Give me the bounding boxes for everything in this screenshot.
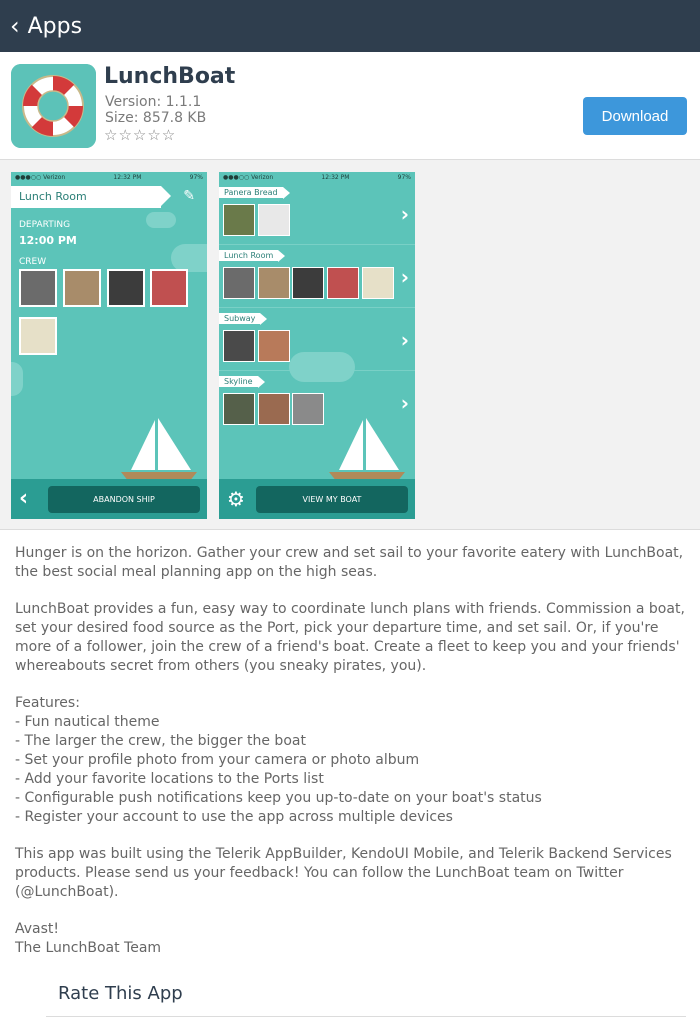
port-name: Panera Bread [219, 187, 283, 198]
chevron-right-icon: › [400, 328, 409, 352]
bottom-bar [219, 479, 415, 519]
chevron-right-icon: › [400, 391, 409, 415]
feature-item: - Set your profile photo from your camera or photo album [15, 752, 420, 768]
download-button[interactable]: Download [583, 97, 687, 135]
status-bar [11, 172, 207, 184]
status-carrier: ●●●○○ Verizon [15, 174, 66, 181]
crew-avatar [19, 269, 57, 307]
sailboat-icon [327, 414, 407, 484]
screenshot-gallery [0, 160, 700, 530]
crew-avatar [292, 267, 324, 299]
crew-avatar [150, 269, 188, 307]
crew-avatar [258, 267, 290, 299]
divider [46, 1016, 686, 1017]
port-row[interactable] [219, 245, 415, 308]
cloud-decoration [146, 212, 176, 228]
crew-avatar [223, 204, 255, 236]
crew-avatar [292, 393, 324, 425]
pencil-icon: ✎ [183, 188, 195, 204]
app-description [15, 544, 687, 958]
app-version: Version: 1.1.1 [105, 94, 202, 110]
port-name: Subway [219, 313, 260, 324]
chevron-left-icon: ‹ [10, 12, 20, 40]
feature-item: - Add your favorite locations to the Ports list [15, 771, 324, 787]
description-paragraph: This app was built using the Telerik AppBuilder, KendoUI Mobile, and Telerik Backend Services products. Please send us your feedback! You can follow the LunchBoat team on Twitter (@LunchBoat). [15, 846, 672, 900]
bottom-bar [11, 479, 207, 519]
signoff [15, 920, 687, 958]
feature-item: - Register your account to use the app across multiple devices [15, 809, 453, 825]
status-battery: 97% [397, 174, 411, 181]
rate-this-app-heading: Rate This App [58, 983, 183, 1004]
back-button[interactable] [10, 14, 82, 39]
description-paragraph: Hunger is on the horizon. Gather your crew and set sail to your favorite eatery with LunchBoat, the best social meal planning app on the high seas. [15, 545, 684, 580]
status-battery: 97% [189, 174, 203, 181]
view-my-boat-button[interactable]: VIEW MY BOAT [256, 486, 408, 513]
crew-avatar [223, 330, 255, 362]
screenshot-1[interactable] [11, 172, 207, 519]
departing-time: 12:00 PM [19, 234, 77, 247]
crew-avatar [327, 267, 359, 299]
features-list [15, 694, 687, 827]
feature-item: - The larger the crew, the bigger the boat [15, 733, 306, 749]
description-paragraph: LunchBoat provides a fun, easy way to coordinate lunch plans with friends. Commission a boat, set your desired food source as the Port, pick your departure time, and set sail. Or, if you're more of a follower, join the crew of a friend's boat. Create a fleet to keep you and your friends' whereabouts secret from others (you sneaky pirates, you). [15, 601, 685, 674]
app-name: LunchBoat [104, 64, 236, 89]
crew-avatar [223, 267, 255, 299]
crew-avatar [63, 269, 101, 307]
feature-item: - Fun nautical theme [15, 714, 160, 730]
boat-name-banner: Lunch Room [11, 186, 161, 208]
lifebuoy-icon [11, 64, 96, 148]
back-label: Apps [27, 13, 83, 39]
chevron-right-icon: › [400, 265, 409, 289]
signoff-line: Avast! [15, 921, 60, 937]
crew-avatar [258, 330, 290, 362]
sailboat-icon [119, 414, 199, 484]
crew-avatar [19, 317, 57, 355]
status-time: 12:32 PM [321, 174, 350, 181]
cloud-decoration [289, 352, 355, 382]
star-rating: ☆☆☆☆☆ [104, 126, 177, 144]
cloud-decoration [171, 244, 207, 272]
port-row[interactable] [219, 182, 415, 245]
status-carrier: ●●●○○ Verizon [223, 174, 274, 181]
features-title: Features: [15, 695, 80, 711]
crew-avatar [258, 204, 290, 236]
crew-avatar [107, 269, 145, 307]
screenshot-2[interactable] [219, 172, 415, 519]
back-arrow-icon[interactable]: ‹ [19, 486, 29, 511]
crew-label: CREW [19, 257, 47, 267]
port-name: Lunch Room [219, 250, 278, 261]
crew-avatar [223, 393, 255, 425]
app-header [0, 52, 700, 160]
status-time: 12:32 PM [113, 174, 142, 181]
signoff-line: The LunchBoat Team [15, 940, 162, 956]
top-nav-bar [0, 0, 700, 52]
abandon-ship-button[interactable]: ABANDON SHIP [48, 486, 200, 513]
departing-label: DEPARTING [19, 220, 71, 230]
port-name: Skyline [219, 376, 258, 387]
cloud-decoration [11, 362, 23, 396]
feature-item: - Configurable push notifications keep you up-to-date on your boat's status [15, 790, 542, 806]
crew-avatar [258, 393, 290, 425]
app-size: Size: 857.8 KB [105, 110, 207, 126]
chevron-right-icon: › [400, 202, 409, 226]
gear-icon[interactable]: ⚙ [227, 487, 245, 511]
crew-avatar [362, 267, 394, 299]
